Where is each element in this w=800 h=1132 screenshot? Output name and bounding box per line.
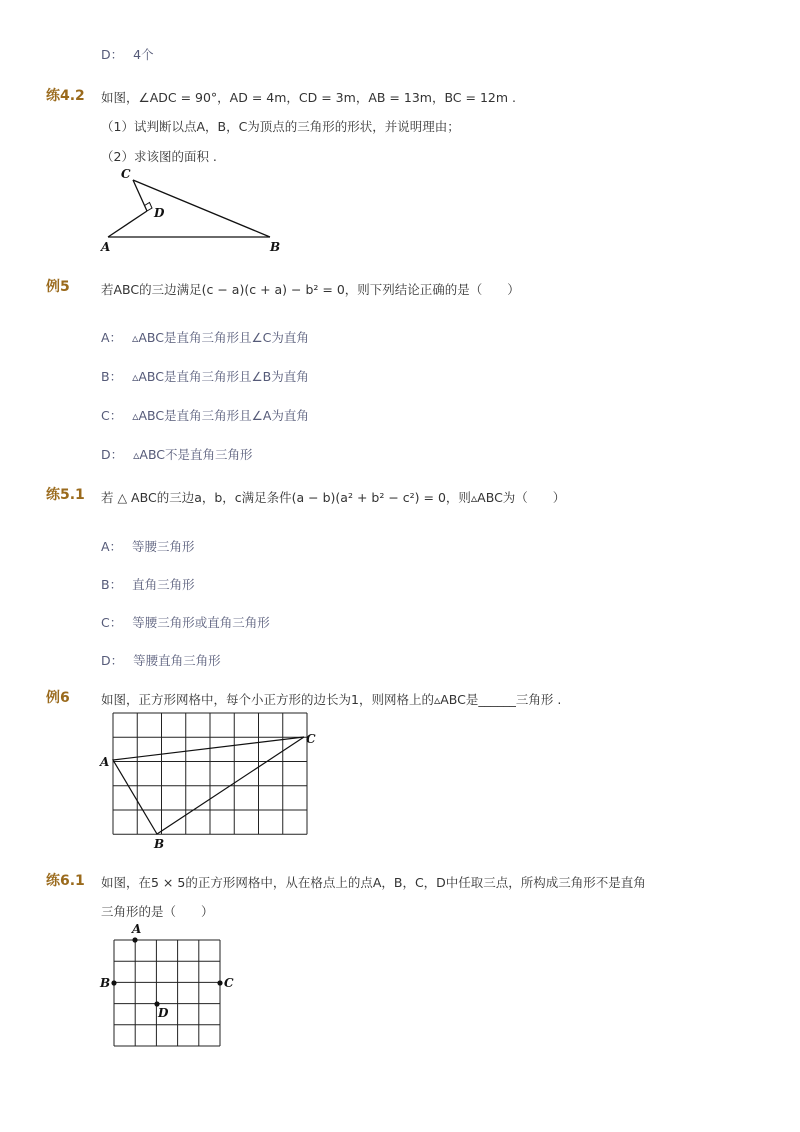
- option-label: B：: [101, 577, 123, 592]
- label-d: D: [158, 1006, 169, 1020]
- option-d-top: [101, 45, 154, 63]
- ex6-stem: 如图，正方形网格中，每个小正方形的边长为1，则网格上的▵ABC是______三角形 .: [101, 692, 562, 707]
- ex51-option-a: [101, 537, 195, 555]
- option-text: ▵ABC是直角三角形且∠C为直角: [132, 330, 309, 345]
- option-label: D：: [101, 447, 124, 462]
- grid-lines: [113, 713, 307, 834]
- ex51-option-b: [101, 575, 195, 593]
- segment-da: [108, 211, 147, 237]
- option-text: 4个: [133, 47, 154, 62]
- option-text: ▵ABC是直角三角形且∠B为直角: [132, 369, 309, 384]
- ex42-part2: （2）求该图的面积 .: [101, 149, 217, 164]
- option-text: ▵ABC是直角三角形且∠A为直角: [132, 408, 309, 423]
- ex5-option-d: [101, 445, 253, 463]
- quadrilateral-figure: [100, 165, 290, 255]
- ex5-option-a: [101, 328, 309, 346]
- ex5-option-c: [101, 406, 309, 424]
- label-b: B: [154, 837, 165, 851]
- grid-triangle-figure: [100, 710, 330, 850]
- ex5-stem: 若ABC的三边满足(c − a)(c + a) − b² = 0，则下列结论正确的是（ ）: [101, 282, 520, 297]
- ex51-option-d: [101, 651, 221, 669]
- ex61-stem-line2: 三角形的是（ ）: [101, 904, 214, 919]
- option-label: B：: [101, 369, 123, 384]
- option-label: D：: [101, 47, 124, 62]
- point-a: [132, 937, 137, 942]
- point-b: [111, 980, 116, 985]
- label-a: A: [101, 240, 111, 254]
- label-c: C: [121, 167, 131, 181]
- example-tag-5: 例5: [46, 279, 70, 295]
- grid-points-figure: [98, 922, 248, 1052]
- label-a: A: [132, 922, 142, 936]
- ex61-stem-line1: 如图，在5 × 5的正方形网格中，从在格点上的点A，B，C，D中任取三点，所构成三角形不是直角: [101, 875, 646, 890]
- point-c: [217, 980, 222, 985]
- option-text: ▵ABC不是直角三角形: [133, 447, 253, 462]
- option-label: C：: [101, 615, 123, 630]
- exercise-tag-5-1: 练5.1: [46, 487, 85, 503]
- label-b: B: [270, 240, 281, 254]
- label-c: C: [306, 732, 316, 746]
- ex51-stem: 若 △ ABC的三边a，b，c满足条件(a − b)(a² + b² − c²) = 0，则▵ABC为（ ）: [101, 490, 566, 505]
- exercise-tag-4-2: 练4.2: [46, 88, 85, 104]
- option-text: 等腰三角形或直角三角形: [132, 615, 270, 630]
- label-d: D: [154, 206, 165, 220]
- option-label: A：: [101, 330, 123, 345]
- exercise-tag-6-1: 练6.1: [46, 873, 85, 889]
- example-tag-6: 例6: [46, 690, 70, 706]
- ex5-option-b: [101, 367, 309, 385]
- option-label: D：: [101, 653, 124, 668]
- label-b: B: [100, 976, 111, 990]
- option-text: 等腰三角形: [132, 539, 195, 554]
- option-text: 等腰直角三角形: [133, 653, 221, 668]
- label-a: A: [100, 755, 110, 769]
- option-label: A：: [101, 539, 123, 554]
- ex42-stem: 如图，∠ADC = 90°，AD = 4m，CD = 3m，AB = 13m，BC = 12m .: [101, 90, 516, 105]
- ex42-part1: （1）试判断以点A，B，C为顶点的三角形的形状，并说明理由；: [101, 119, 460, 134]
- label-c: C: [224, 976, 234, 990]
- grid-lines: [114, 940, 220, 1046]
- option-text: 直角三角形: [132, 577, 195, 592]
- option-label: C：: [101, 408, 123, 423]
- ex51-option-c: [101, 613, 270, 631]
